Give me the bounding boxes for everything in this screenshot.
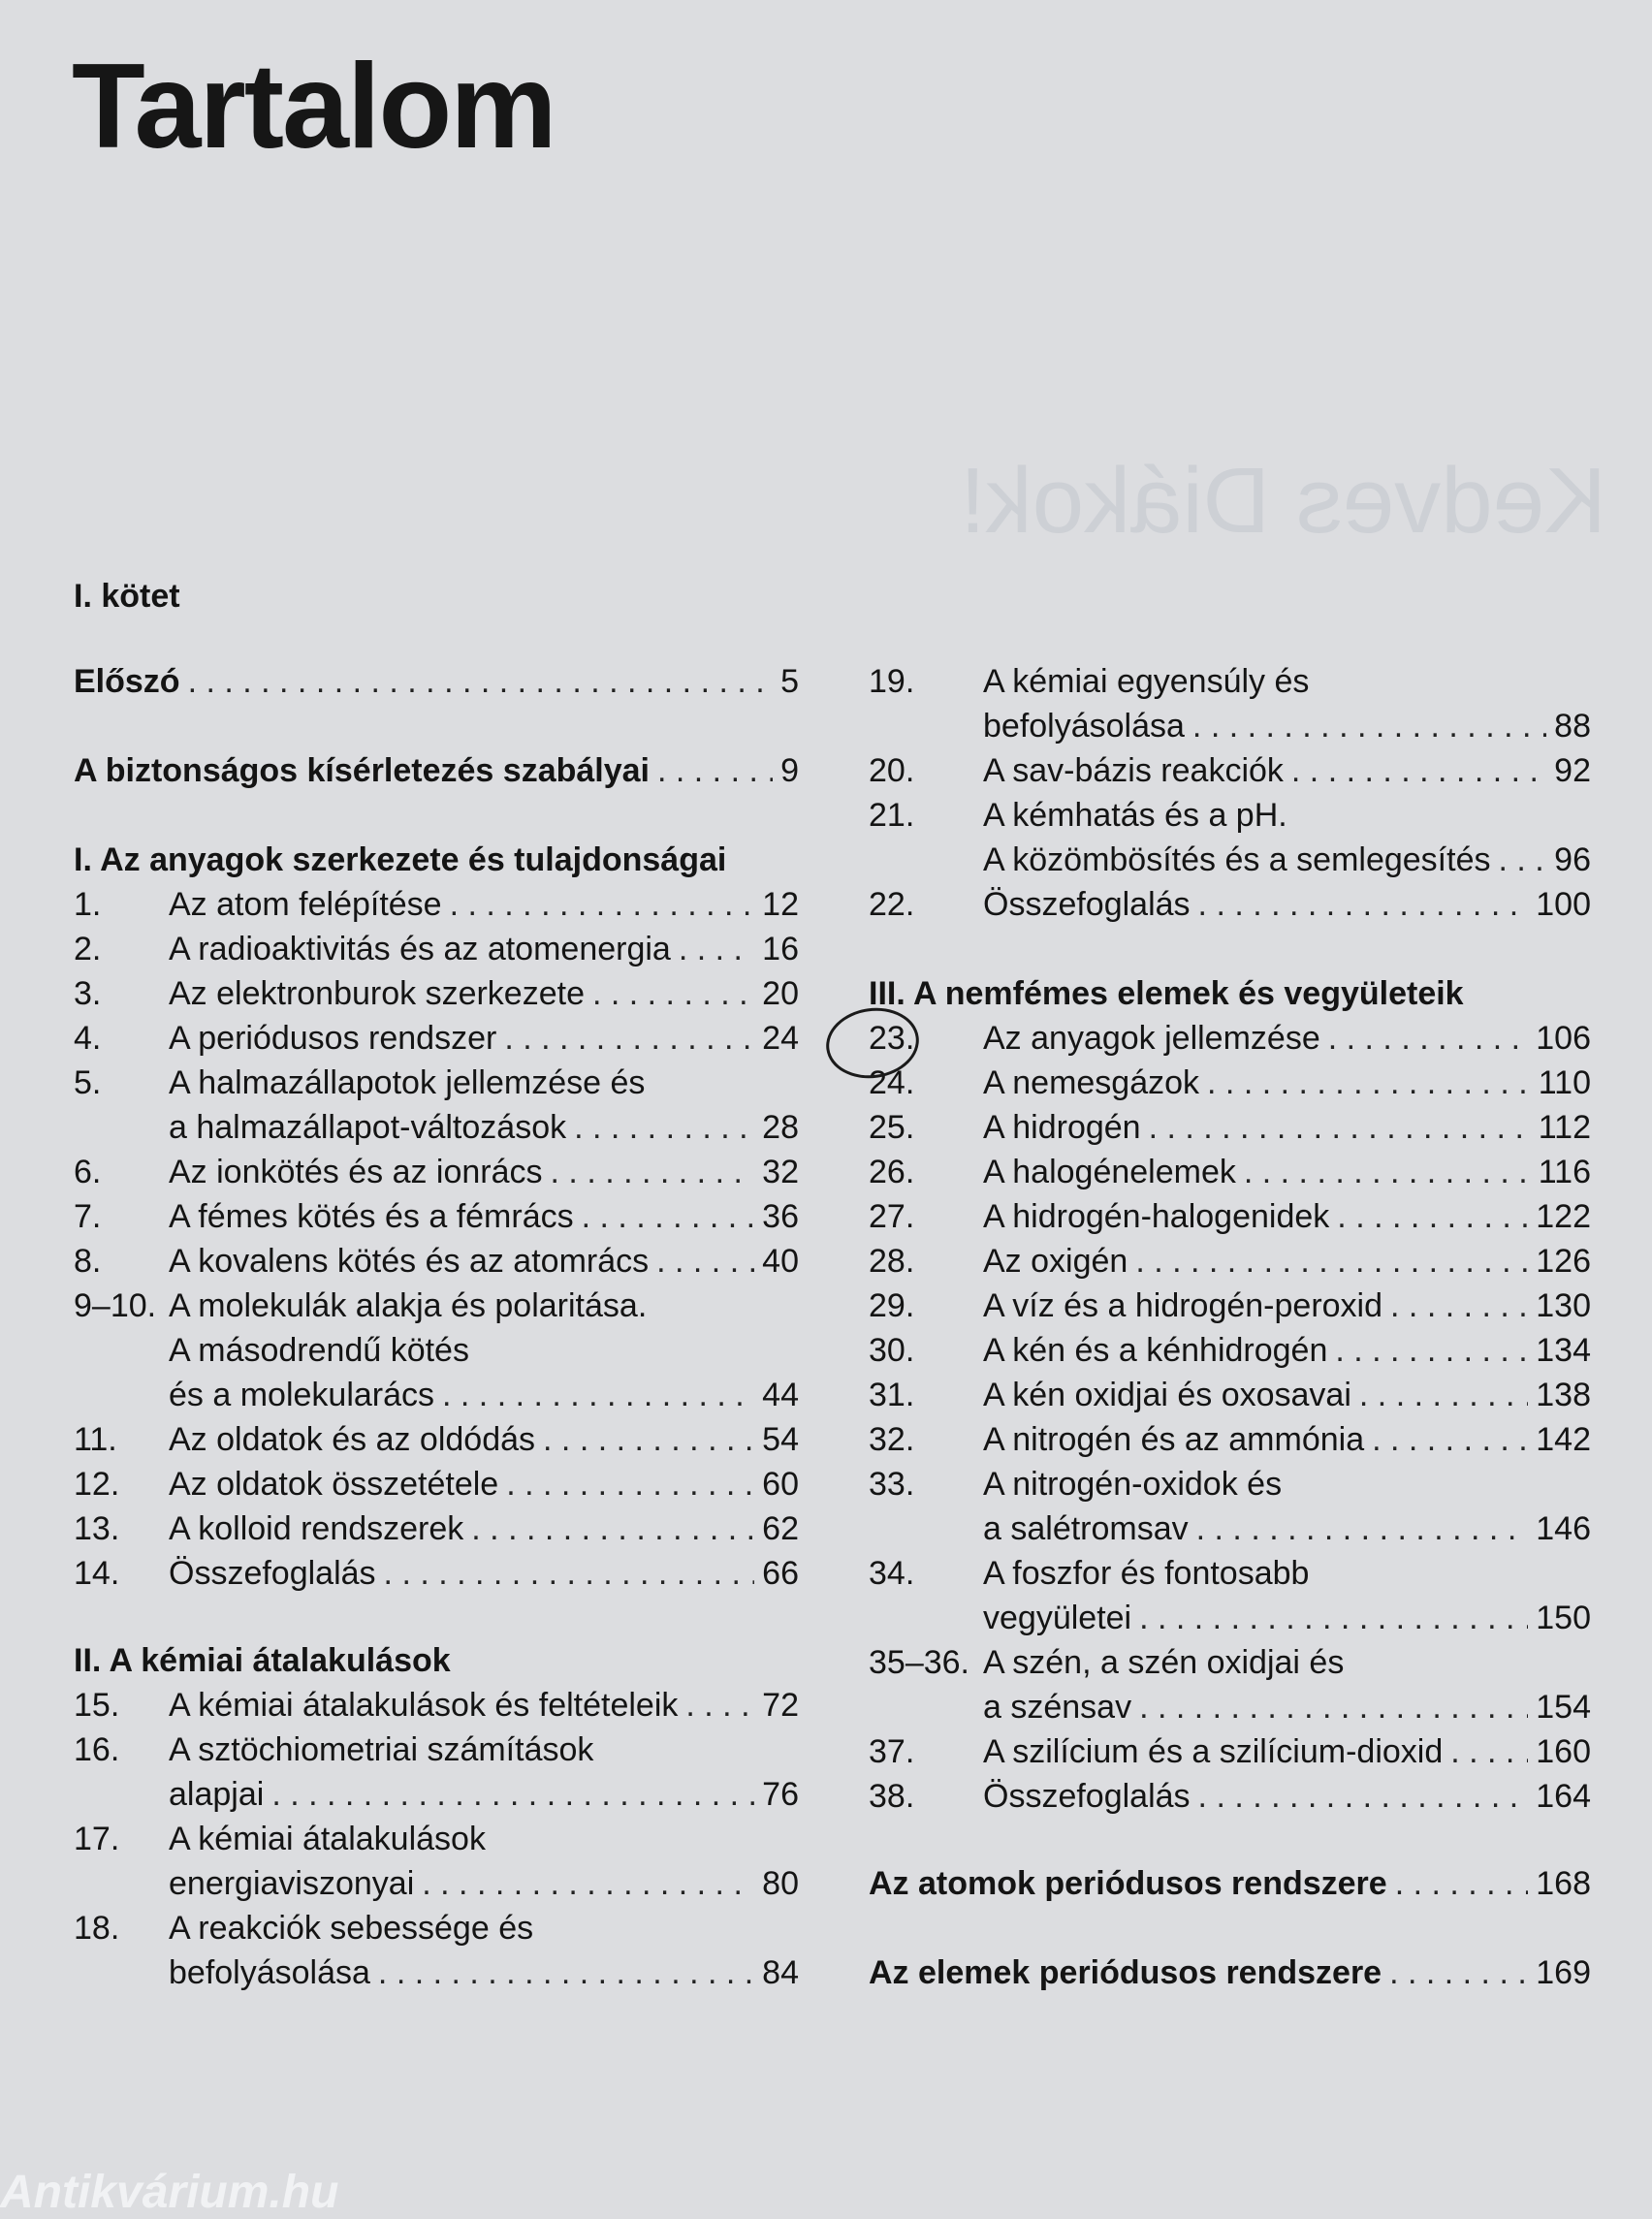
entry-title-line: A nitrogén és az ammónia: [983, 1421, 1365, 1458]
toc-entry[interactable]: [983, 1417, 1591, 1462]
entry-title-line: Az elektronburok szerkezete: [169, 975, 585, 1012]
entry-title-line: A sav-bázis reakciók: [983, 752, 1284, 789]
entry-title-line: Az atom felépítése: [169, 886, 442, 923]
entry-title-line: vegyületei: [983, 1600, 1132, 1636]
toc-entry[interactable]: [169, 1462, 799, 1506]
entry-page: 130: [1536, 1287, 1591, 1324]
leader-dots: [1139, 1685, 1528, 1729]
entry-number: 37.: [869, 1733, 915, 1770]
leader-dots: [1198, 882, 1529, 927]
toc-entry[interactable]: [169, 1016, 799, 1061]
toc-entry-atom-periodic-table[interactable]: [869, 1861, 1591, 1906]
entry-number: 33.: [869, 1466, 915, 1503]
entry-number: 26.: [869, 1154, 915, 1190]
entry-title: Az atomok periódusos rendszere: [869, 1865, 1387, 1902]
toc-entry[interactable]: [169, 1373, 799, 1417]
leader-dots: [1335, 1328, 1528, 1373]
toc-entry[interactable]: [983, 1016, 1591, 1061]
leader-dots: [442, 1373, 754, 1417]
entry-title: A biztonságos kísérletezés szabályai: [74, 752, 650, 789]
entry-number: 19.: [869, 663, 915, 700]
leader-dots: [1139, 1596, 1528, 1640]
entry-page: 72: [762, 1687, 799, 1724]
entry-title-line: A radioaktivitás és az atomenergia: [169, 931, 671, 967]
leader-dots: [679, 927, 754, 971]
leader-dots: [592, 971, 754, 1016]
entry-title-line: A fémes kötés és a fémrács: [169, 1198, 574, 1235]
leader-dots: [1328, 1016, 1529, 1061]
entry-page: 169: [1536, 1954, 1591, 1991]
leader-dots: [574, 1105, 754, 1150]
section-heading-3: III. A nemfémes elemek és vegyületeik: [869, 975, 1464, 1012]
toc-entry[interactable]: [169, 1551, 799, 1596]
entry-title-line: A kémhatás és a pH.: [983, 797, 1287, 834]
entry-number: 1.: [74, 886, 102, 923]
entry-title-line: A halogénelemek: [983, 1154, 1236, 1190]
entry-title: Előszó: [74, 663, 180, 700]
toc-entry[interactable]: [169, 1417, 799, 1462]
entry-title-line: Az oldatok összetétele: [169, 1466, 499, 1503]
entry-number: 20.: [869, 752, 915, 789]
watermark: Antikvárium.hu: [0, 2167, 339, 2218]
entry-page: 20: [762, 975, 799, 1012]
leader-dots: [1389, 1950, 1528, 1995]
toc-entry[interactable]: [169, 1506, 799, 1551]
entry-page: 96: [1554, 841, 1591, 878]
entry-page: 24: [762, 1020, 799, 1057]
entry-title-line: A szilícium és a szilícium-dioxid: [983, 1733, 1444, 1770]
leader-dots: [450, 882, 755, 927]
entry-page: 154: [1536, 1689, 1591, 1726]
entry-title-line: A halmazállapotok jellemzése és: [169, 1064, 646, 1101]
toc-entry[interactable]: [169, 882, 799, 927]
entry-number: 27.: [869, 1198, 915, 1235]
entry-page: 92: [1554, 752, 1591, 789]
entry-number: 17.: [74, 1821, 120, 1857]
entry-number: 9–10.: [74, 1287, 157, 1324]
toc-entry[interactable]: [169, 1683, 799, 1728]
entry-title-line: A hidrogén-halogenidek: [983, 1198, 1330, 1235]
toc-entry[interactable]: [983, 1150, 1591, 1194]
entry-page: 126: [1536, 1243, 1591, 1280]
toc-entry[interactable]: [983, 1729, 1591, 1774]
leader-dots: [1337, 1194, 1528, 1239]
leader-dots: [506, 1462, 754, 1506]
entry-title-line: A kémiai átalakulások: [169, 1821, 486, 1857]
leader-dots: [1450, 1729, 1528, 1774]
entry-page: 116: [1538, 1154, 1591, 1190]
toc-entry[interactable]: [983, 882, 1591, 927]
entry-number: 8.: [74, 1243, 102, 1280]
entry-number: 21.: [869, 797, 915, 834]
entry-title-line: A molekulák alakja és polaritása.: [169, 1287, 648, 1324]
toc-entry[interactable]: [983, 1596, 1591, 1640]
entry-title-line: A sztöchiometriai számítások: [169, 1731, 594, 1768]
entry-title-line: A kémiai átalakulások és feltételeik: [169, 1687, 679, 1724]
entry-page: 66: [762, 1555, 799, 1592]
entry-page: 150: [1536, 1600, 1591, 1636]
entry-page: 28: [762, 1109, 799, 1146]
entry-title-line: A kémiai egyensúly és: [983, 663, 1310, 700]
entry-number: 2.: [74, 931, 102, 967]
entry-page: 62: [762, 1510, 799, 1547]
entry-page: 12: [762, 886, 799, 923]
entry-page: 32: [762, 1154, 799, 1190]
toc-entry[interactable]: [983, 1284, 1591, 1328]
entry-page: 54: [762, 1421, 799, 1458]
entry-number: 13.: [74, 1510, 120, 1547]
entry-page: 84: [762, 1954, 799, 1991]
entry-number: 5.: [74, 1064, 102, 1101]
entry-title-line: A szén, a szén oxidjai és: [983, 1644, 1345, 1681]
leader-dots: [551, 1150, 755, 1194]
entry-title-line: befolyásolása: [169, 1954, 370, 1991]
entry-number: 16.: [74, 1731, 120, 1768]
toc-entry[interactable]: [983, 704, 1591, 748]
entry-title-line: A közömbösítés és a semlegesítés: [983, 841, 1491, 878]
leader-dots: [422, 1861, 754, 1906]
entry-page: 5: [780, 663, 799, 700]
leader-dots: [1149, 1105, 1531, 1150]
toc-entry-foreword[interactable]: [74, 659, 799, 704]
leader-dots: [685, 1683, 754, 1728]
leader-dots: [1395, 1861, 1529, 1906]
toc-entry[interactable]: [169, 1150, 799, 1194]
toc-entry[interactable]: [169, 1239, 799, 1284]
bleed-through-heading: Kedves Diákok!: [960, 449, 1606, 553]
entry-number: 11.: [74, 1421, 117, 1458]
entry-number: 23.: [869, 1020, 915, 1057]
leader-dots: [1390, 1284, 1528, 1328]
entry-number: 12.: [74, 1466, 120, 1503]
entry-title: Az elemek periódusos rendszere: [869, 1954, 1382, 1991]
entry-number: 29.: [869, 1287, 915, 1324]
entry-title-line: A kovalens kötés és az atomrács: [169, 1243, 650, 1280]
entry-page: 110: [1538, 1064, 1591, 1101]
leader-dots: [1359, 1373, 1528, 1417]
entry-page: 160: [1536, 1733, 1591, 1770]
toc-entry[interactable]: [983, 1061, 1591, 1105]
entry-page: 100: [1536, 886, 1591, 923]
leader-dots: [384, 1551, 755, 1596]
entry-number: 22.: [869, 886, 915, 923]
entry-title-line: A reakciók sebessége és: [169, 1910, 534, 1947]
entry-page: 122: [1536, 1198, 1591, 1235]
toc-entry[interactable]: [169, 1772, 799, 1817]
toc-entry[interactable]: [983, 1685, 1591, 1729]
entry-page: 60: [762, 1466, 799, 1503]
leader-dots: [504, 1016, 754, 1061]
entry-title-line: Összefoglalás: [983, 886, 1191, 923]
leader-dots: [1198, 1774, 1529, 1819]
leader-dots: [656, 1239, 754, 1284]
entry-number: 31.: [869, 1377, 915, 1413]
entry-title-line: A másodrendű kötés: [169, 1332, 469, 1369]
entry-number: 32.: [869, 1421, 915, 1458]
toc-entry[interactable]: [169, 1861, 799, 1906]
leader-dots: [378, 1950, 754, 1995]
entry-title-line: Az oxigén: [983, 1243, 1128, 1280]
toc-entry[interactable]: [983, 1239, 1591, 1284]
toc-entry[interactable]: [169, 1105, 799, 1150]
entry-number: 35–36.: [869, 1644, 969, 1681]
entry-page: 112: [1538, 1109, 1591, 1146]
entry-title-line: A hidrogén: [983, 1109, 1141, 1146]
entry-number: 18.: [74, 1910, 120, 1947]
entry-title-line: A nemesgázok: [983, 1064, 1200, 1101]
leader-dots: [1207, 1061, 1531, 1105]
leader-dots: [582, 1194, 755, 1239]
entry-title-line: befolyásolása: [983, 708, 1185, 745]
toc-entry[interactable]: [983, 748, 1591, 793]
entry-title-line: A periódusos rendszer: [169, 1020, 497, 1057]
entry-page: 138: [1536, 1377, 1591, 1413]
entry-number: 38.: [869, 1778, 915, 1815]
toc-entry[interactable]: [983, 1194, 1591, 1239]
toc-entry[interactable]: [169, 971, 799, 1016]
entry-title-line: Összefoglalás: [169, 1555, 376, 1592]
toc-entry[interactable]: [169, 1950, 799, 1995]
entry-number: 7.: [74, 1198, 102, 1235]
toc-entry[interactable]: [983, 1506, 1591, 1551]
entry-number: 25.: [869, 1109, 915, 1146]
entry-page: 134: [1536, 1332, 1591, 1369]
entry-page: 88: [1554, 708, 1591, 745]
leader-dots: [657, 748, 773, 793]
page-title: Tartalom: [72, 40, 556, 174]
entry-number: 24.: [869, 1064, 915, 1101]
entry-title-line: Az anyagok jellemzése: [983, 1020, 1320, 1057]
toc-entry[interactable]: [983, 1774, 1591, 1819]
leader-dots: [1372, 1417, 1528, 1462]
entry-title-line: és a molekularács: [169, 1377, 435, 1413]
entry-page: 142: [1536, 1421, 1591, 1458]
entry-title-line: a salétromsav: [983, 1510, 1189, 1547]
entry-page: 9: [780, 752, 799, 789]
entry-page: 80: [762, 1865, 799, 1902]
entry-number: 15.: [74, 1687, 120, 1724]
entry-page: 168: [1536, 1865, 1591, 1902]
volume-label: I. kötet: [74, 578, 180, 615]
toc-entry[interactable]: [169, 927, 799, 971]
entry-number: 4.: [74, 1020, 102, 1057]
entry-number: 3.: [74, 975, 102, 1012]
entry-page: 44: [762, 1377, 799, 1413]
leader-dots: [471, 1506, 754, 1551]
toc-entry-safety-rules[interactable]: [74, 748, 799, 793]
entry-number: 14.: [74, 1555, 120, 1592]
leader-dots: [1192, 704, 1546, 748]
toc-entry[interactable]: [169, 1194, 799, 1239]
entry-title-line: A kolloid rendszerek: [169, 1510, 464, 1547]
entry-title-line: Az oldatok és az oldódás: [169, 1421, 536, 1458]
leader-dots: [1498, 838, 1546, 882]
entry-title-line: energiaviszonyai: [169, 1865, 415, 1902]
entry-title-line: A víz és a hidrogén-peroxid: [983, 1287, 1383, 1324]
leader-dots: [1196, 1506, 1529, 1551]
entry-title-line: A nitrogén-oxidok és: [983, 1466, 1283, 1503]
entry-number: 34.: [869, 1555, 915, 1592]
toc-entry[interactable]: [983, 1373, 1591, 1417]
entry-page: 164: [1536, 1778, 1591, 1815]
section-heading-2: II. A kémiai átalakulások: [74, 1642, 451, 1679]
toc-entry-element-periodic-table[interactable]: [869, 1950, 1591, 1995]
entry-title-line: A kén és a kénhidrogén: [983, 1332, 1328, 1369]
entry-page: 106: [1536, 1020, 1591, 1057]
entry-title-line: Összefoglalás: [983, 1778, 1191, 1815]
entry-page: 16: [762, 931, 799, 967]
toc-entry[interactable]: [983, 1328, 1591, 1373]
entry-page: 146: [1536, 1510, 1591, 1547]
leader-dots: [188, 659, 774, 704]
entry-number: 28.: [869, 1243, 915, 1280]
toc-entry[interactable]: [983, 1105, 1591, 1150]
entry-number: 30.: [869, 1332, 915, 1369]
entry-title-line: Az ionkötés és az ionrács: [169, 1154, 543, 1190]
entry-title-line: a halmazállapot-változások: [169, 1109, 567, 1146]
entry-page: 36: [762, 1198, 799, 1235]
entry-page: 76: [762, 1776, 799, 1813]
entry-title-line: A foszfor és fontosabb: [983, 1555, 1310, 1592]
leader-dots: [1135, 1239, 1528, 1284]
toc-entry[interactable]: [983, 838, 1591, 882]
entry-page: 40: [762, 1243, 799, 1280]
entry-number: 6.: [74, 1154, 102, 1190]
leader-dots: [543, 1417, 754, 1462]
leader-dots: [271, 1772, 754, 1817]
entry-title-line: alapjai: [169, 1776, 265, 1813]
entry-title-line: a szénsav: [983, 1689, 1132, 1726]
entry-title-line: A kén oxidjai és oxosavai: [983, 1377, 1351, 1413]
section-heading-1: I. Az anyagok szerkezete és tulajdonságai: [74, 841, 727, 878]
leader-dots: [1244, 1150, 1531, 1194]
leader-dots: [1291, 748, 1546, 793]
